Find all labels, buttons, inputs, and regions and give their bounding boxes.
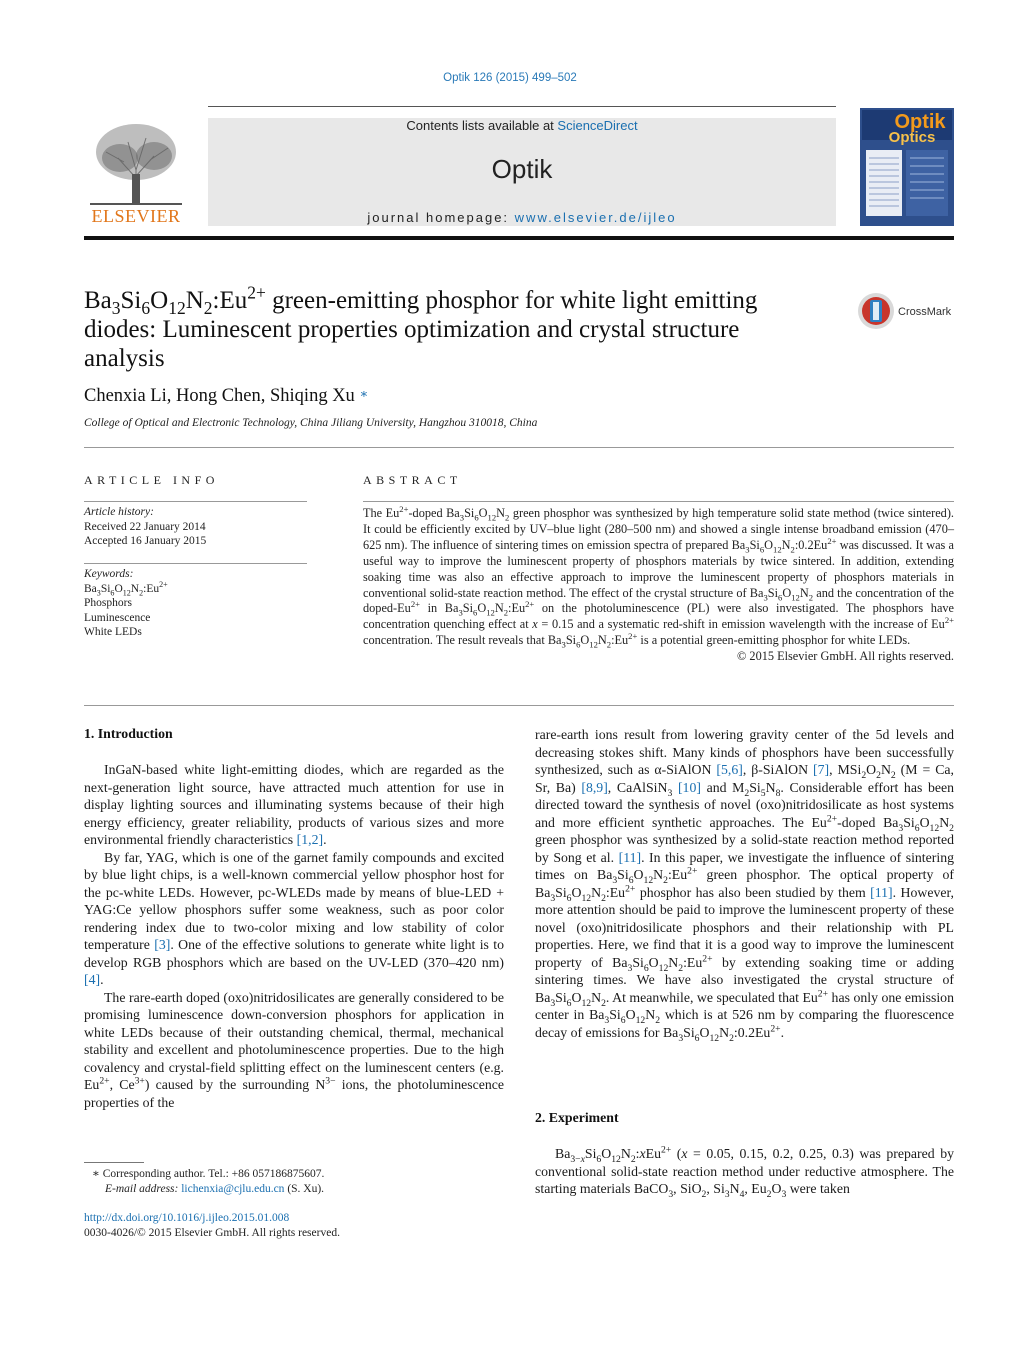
- journal-citation[interactable]: Optik 126 (2015) 499–502: [443, 72, 577, 84]
- abstract-copyright: © 2015 Elsevier GmbH. All rights reserved.: [737, 649, 954, 664]
- affiliation: College of Optical and Electronic Technology, China Jiliang University, Hangzhou 310018, China: [84, 417, 538, 429]
- citation-link[interactable]: [1,2]: [296, 832, 324, 847]
- section-heading-experiment: 2. Experiment: [535, 1110, 619, 1125]
- abstract-rule: [363, 501, 954, 502]
- cover-title: Optik: [894, 111, 946, 133]
- keywords-rule: [84, 563, 307, 564]
- citation-link[interactable]: [10]: [677, 779, 701, 795]
- keywords-label: Keywords:: [84, 568, 134, 580]
- footnote: [92, 1167, 512, 1197]
- abstract-heading: ABSTRACT: [363, 473, 462, 487]
- citation-link[interactable]: [11]: [618, 849, 642, 865]
- contents-prefix: Contents lists available at: [406, 118, 558, 133]
- elsevier-logo: [84, 118, 188, 224]
- keyword-item: Luminescence: [84, 611, 151, 624]
- citation-link[interactable]: [3]: [154, 937, 171, 952]
- received-date: Received 22 January 2014: [84, 520, 206, 533]
- email-label: E-mail address:: [105, 1183, 182, 1195]
- journal-cover-image: [860, 108, 954, 226]
- title-rule: [84, 447, 954, 448]
- paragraph: InGaN-based white light-emitting diodes, which are regarded as the next-generation light source, have attracted much attention for use in display lighting sources and illuminating systems because of their high energy efficiency, greater reliability, products of various sizes and more environmental friendly characteristics [1,2].: [84, 762, 504, 847]
- accepted-date: Accepted 16 January 2015: [84, 535, 207, 547]
- paragraph: $Ba_{3-x}Si_6O_{12}N_2:xEu^{2+}$ (x = 0.05, 0.15, 0.2, 0.25, 0.3) was prepared by conventional solid-state reaction method under reductive atmosphere. The starting materials BaCO$_3$, SiO$_2$, $Si_3N_4$, $Eu_2O_3$ were taken: [535, 1144, 954, 1200]
- footnote-rule: [84, 1162, 144, 1163]
- right-column: [535, 726, 955, 1044]
- header-bottom-rule: [84, 236, 954, 240]
- experiment-text: [535, 1145, 954, 1198]
- keyword-item: White LEDs: [84, 626, 142, 638]
- article-history: [84, 505, 307, 549]
- cover-subtitle: Optics: [888, 129, 936, 146]
- contents-line: [208, 118, 836, 133]
- elsevier-wordmark: ELSEVIER: [91, 206, 181, 224]
- corresponding-author-note: ∗ Corresponding author. Tel.: +86 057186875607.: [92, 1168, 325, 1180]
- issn-line: 0030-4026/© 2015 Elsevier GmbH. All rights reserved.: [84, 1227, 340, 1239]
- authors-text: Chenxia Li, Hong Chen, Shiqing Xu: [84, 386, 355, 406]
- history-label: Article history:: [84, 506, 154, 518]
- title-formula-start: Ba: [84, 287, 112, 314]
- paragraph: By far, YAG, which is one of the garnet family compounds and excited by blue light chips, is a well-known commercial yellow phosphor host for the pc-white LEDs. However, pc-WLEDs made by means of blue-LED + YAG:Ce yellow phosphors suffer some weakness, such as poor color rendering index due to two-color mixing and low stability of color temperature [3]. One of the effective solutions to generate white light is to develop RGB phosphors which are based on the UV-LED (370–420 nm) [4].: [84, 849, 504, 987]
- citation-link[interactable]: [7]: [813, 762, 830, 777]
- article-title: $Ba_3Si_6O_{12}N_2:Eu^{2+}$ green-emitting phosphor for white light emitting diodes: Luminescent properties optimization and crystal structure analysis: [84, 282, 758, 372]
- corresponding-author-mark[interactable]: ∗: [359, 386, 369, 401]
- paragraph: rare-earth ions result from lowering gravity center of the 5d levels and decreasing stokes shift. Many kinds of phosphors have been successfully synthesized, such as α-SiAlON [5,6], β-SiAlON [7], $MSi_2O_2N_2$ (M = Ca, Sr, Ba) [8,9], CaAlSiN$_3$ [10] and $M_2Si_5N_8$. Considerable effort has been directed toward the synthesis of novel (oxo)nitridosilicate as host systems and more efficient synthetic approaches. The $Eu^{2+}$-doped $Ba_3Si_6O_{12}N_2$ green phosphor was synthesized by a solid-state reaction method reported by Song et al. [11]. In this paper, we investigate the influence of sintering times on $Ba_3Si_6O_{12}N_2:Eu^{2+}$ green phosphor. The optical property of $Ba_3Si_6O_{12}N_2:Eu^{2+}$ phosphor has also been studied by them [11]. However, more attention should be paid to improve the luminescent property of these novel (oxo)nitridosilicate phosphors and their relationship with PL properties. Here, we find that it is a good way to improve the luminescent property of $Ba_3Si_6O_{12}N_2:Eu^{2+}$ by extending soaking time or adding sintering times. We have also investigated the crystal structure of $Ba_3Si_6O_{12}N_2$. At meanwhile, we speculated that $Eu^{2+}$ has only one emission center in $Ba_3Si_6O_{12}N_2$ which is at 526 nm by comparing the fluorescence decay of emissions for $Ba_3Si_6O_{12}N_2:0.2Eu^{2+}$.: [535, 727, 955, 1044]
- journal-name: Optik: [491, 154, 553, 184]
- citation-link[interactable]: [5,6]: [716, 762, 743, 777]
- doi-link[interactable]: http://dx.doi.org/10.1016/j.ijleo.2015.01.008: [84, 1212, 290, 1224]
- doi-block: [84, 1211, 504, 1241]
- keyword-item: Phosphors: [84, 597, 132, 609]
- article-info-rule: [84, 501, 307, 502]
- header-top-rule: [208, 106, 836, 107]
- author-list: [84, 386, 368, 407]
- crossmark-badge[interactable]: [856, 290, 956, 332]
- section-heading-introduction: 1. Introduction: [84, 726, 173, 741]
- sciencedirect-link[interactable]: ScienceDirect: [557, 118, 638, 133]
- abstract-body: [363, 503, 955, 665]
- email-link[interactable]: lichenxia@cjlu.edu.cn: [181, 1183, 285, 1195]
- email-line: [92, 1182, 512, 1197]
- citation-link[interactable]: [8,9]: [581, 779, 608, 795]
- article-info-heading: ARTICLE INFO: [84, 473, 219, 487]
- title-text: green-emitting phosphor for white light emitting diodes: Luminescent properties optimization and crystal structure analysis: [84, 287, 758, 372]
- abstract-bottom-rule: [84, 705, 954, 706]
- citation-link[interactable]: [4]: [84, 972, 101, 987]
- keyword-item: $Ba_3Si_6O_{12}N_2:Eu^{2+}$: [84, 579, 168, 597]
- citation-link[interactable]: [11]: [870, 884, 893, 900]
- email-suffix: (S. Xu).: [284, 1183, 325, 1195]
- keywords: [84, 567, 307, 640]
- paragraph: The rare-earth doped (oxo)nitridosilicates are generally considered to be promising luminescence down-conversion phosphors for application in white LEDs because of their outstanding chemical, thermal, mechanical stability and excellent and photoluminescence properties. Due to the high covalency and crystal-field splitting effect on the luminescent centers (e.g. $Eu^{2+}$, $Ce^{3+}$) caused by the surrounding $N^{3-}$ ions, the photoluminescence properties of the: [84, 989, 504, 1110]
- journal-homepage: [208, 210, 836, 225]
- left-column: [84, 761, 504, 1111]
- crossmark-label: CrossMark: [898, 306, 952, 318]
- abstract-text: The $Eu^{2+}$-doped $Ba_3Si_6O_{12}N_2$ green phosphor was synthesized by high temperature solid state method (twice sintered). It could be efficiently excited by UV–blue light (280–500 nm) and showed a single intense broadband emission (470–625 nm). The influence of sintering times on emission spectra of prepared $Ba_3Si_6O_{12}N_2:0.2Eu^{2+}$ was discussed. It was a useful way to improve the luminescent property of phosphors materials by twice sintered. In addition, extending soaking time was also an effective approach to improve the luminescent property of phosphors materials in conventional solid-state reaction method. The effect of the crystal structure of $Ba_3Si_6O_{12}N_2$ and the concentration of the doped-$Eu^{2+}$ in $Ba_3Si_6O_{12}N_2:Eu^{2+}$ on the photoluminescence (PL) were also investigated. The phosphors have concentration quenching effect at x = 0.15 and a systematic red-shift in emission wavelength with the increase of $Eu^{2+}$ concentration. The result reveals that $Ba_3Si_6O_{12}N_2:Eu^{2+}$ is a potential green-emitting phosphor for white LEDs.: [363, 503, 955, 650]
- homepage-prefix: journal homepage:: [367, 210, 515, 225]
- homepage-link[interactable]: www.elsevier.de/ijleo: [514, 210, 677, 225]
